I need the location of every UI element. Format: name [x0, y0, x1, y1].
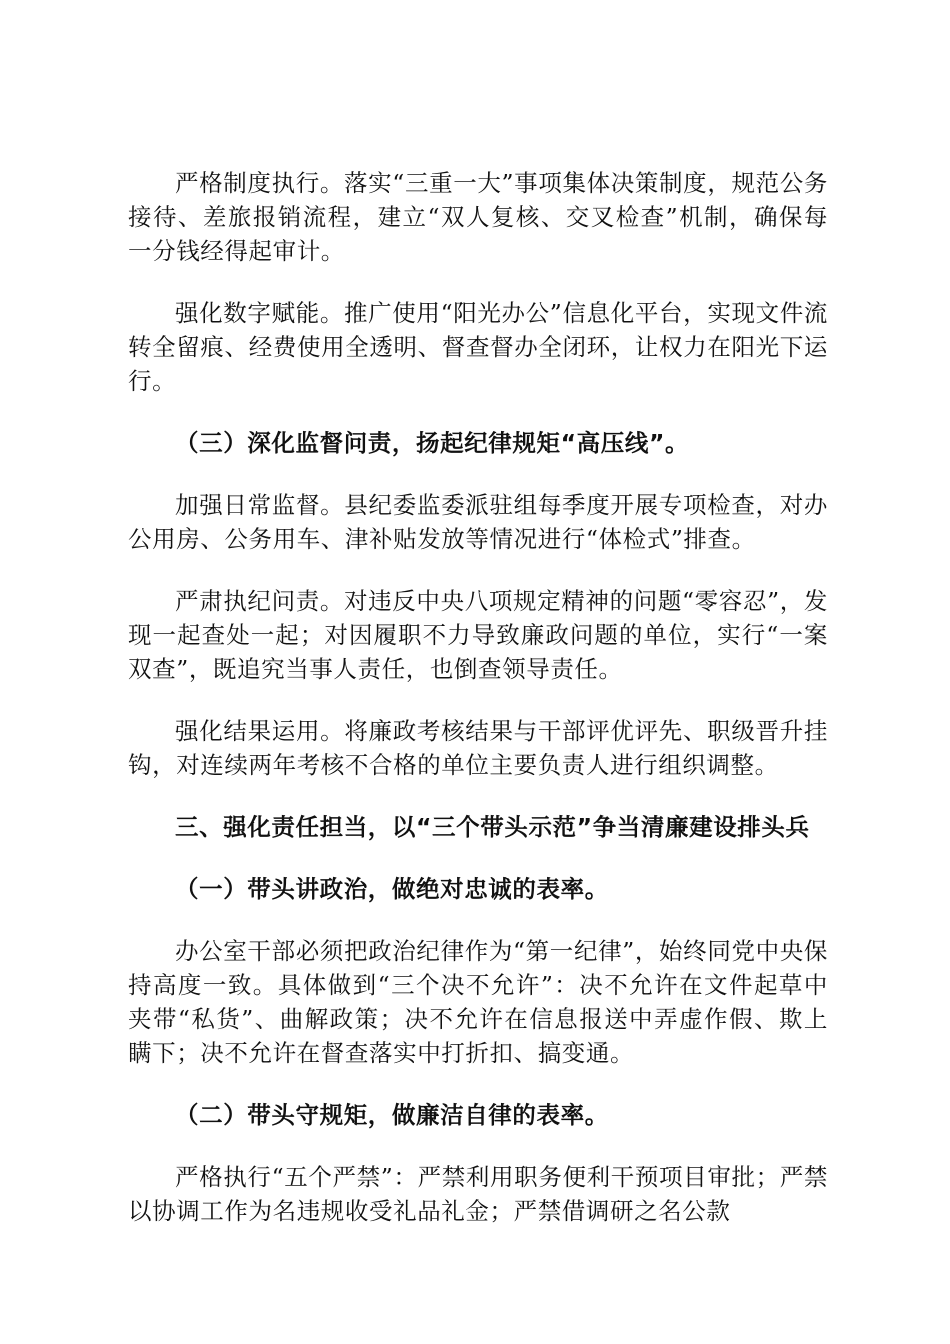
paragraph-daily-supervision: 加强日常监督。县纪委监委派驻组每季度开展专项检查，对办公用房、公务用车、津补贴发放等情况进行“体检式”排查。	[128, 491, 828, 553]
section-heading-3: （三）深化监督问责，扬起纪律规矩“高压线”。	[175, 429, 690, 457]
section-heading-2: （二）带头守规矩，做廉洁自律的表率。	[175, 1101, 609, 1129]
paragraph-accountability: 严肃执纪问责。对违反中央八项规定精神的问题“零容忍”，发现一起查处一起；对因履职不力导致廉政问题的单位，实行“一案双查”，既追究当事人责任，也倒查领导责任。	[128, 587, 828, 683]
paragraph-strict-system: 严格制度执行。落实“三重一大”事项集体决策制度，规范公务接待、差旅报销流程，建立“双人复核、交叉检查”机制，确保每一分钱经得起审计。	[128, 169, 828, 265]
paragraph-result-application: 强化结果运用。将廉政考核结果与干部评优评先、职级晋升挂钩，对连续两年考核不合格的单位主要负责人进行组织调整。	[128, 717, 828, 779]
section-heading-1: （一）带头讲政治，做绝对忠诚的表率。	[175, 875, 609, 903]
document-page	[128, 166, 828, 1228]
paragraph-political-loyalty: 办公室干部必须把政治纪律作为“第一纪律”，始终同党中央保持高度一致。具体做到“三个决不允许”：决不允许在文件起草中夹带“私货”、曲解政策；决不允许在信息报送中弄虚作假、欺上瞒下；决不允许在督查落实中打折扣、搞变通。	[128, 937, 828, 1067]
chapter-heading-3: 三、强化责任担当，以“三个带头示范”争当清廉建设排头兵	[175, 813, 810, 841]
paragraph-digital-empower: 强化数字赋能。推广使用“阳光办公”信息化平台，实现文件流转全留痕、经费使用全透明、督查督办全闭环，让权力在阳光下运行。	[128, 299, 828, 395]
paragraph-five-prohibitions: 严格执行“五个严禁”：严禁利用职务便利干预项目审批；严禁以协调工作为名违规收受礼品礼金；严禁借调研之名公款	[128, 1163, 828, 1225]
